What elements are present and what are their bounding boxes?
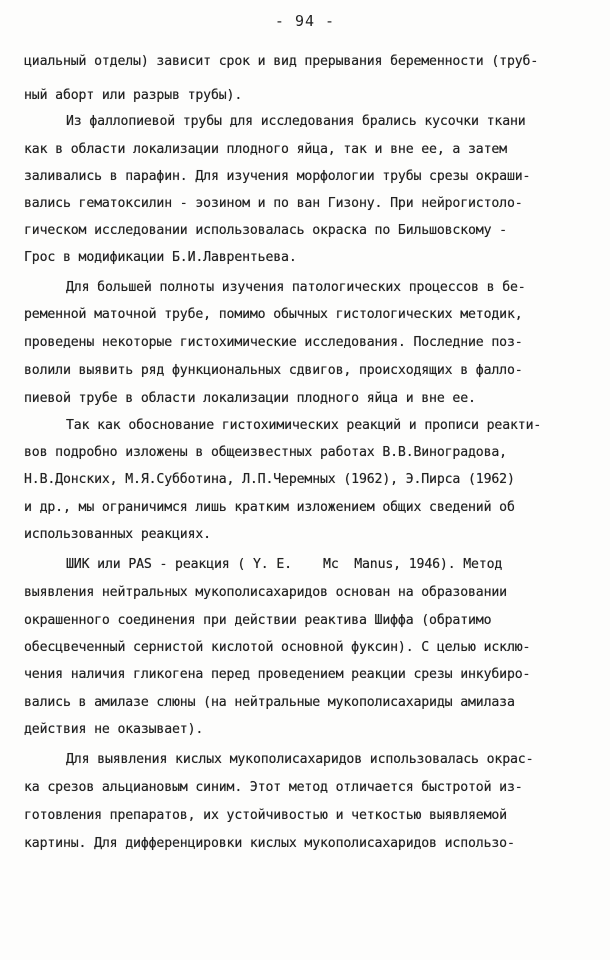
text-line: вались гематоксилин - эозином и по ван Гизону. При нейрогистоло- [24,196,523,211]
text-line: циальный отделы) зависит срок и вид прерывания беременности (труб- [24,54,539,69]
text-line: вов подробно изложены в общеизвестных работах В.В.Виноградова, [24,445,507,460]
text-line: Для выявления кислых мукополисахаридов использовалась окрас- [66,752,534,767]
text-line: использованных реакциях. [24,527,211,542]
text-line: чения наличия гликогена перед проведением реакции срезы инкубиро- [24,667,531,682]
text-line: Грос в модификации Б.И.Лаврентьева. [24,250,297,265]
text-line: действия не оказывает). [24,722,204,737]
text-line: Н.В.Донских, М.Я.Субботина, Л.П.Черемных (1962), Э.Пирса (1962) [24,472,515,487]
text-line: картины. Для дифференцировки кислых мукополисахаридов использо- [24,836,515,851]
text-line: ный аборт или разрыв трубы). [24,88,243,103]
text-line: готовления препаратов, их устойчивостью и четкостью выявляемой [24,808,507,823]
text-line: Для большей полноты изучения патологических процессов в бе- [66,280,526,295]
text-line: Так как обоснование гистохимических реакций и прописи реакти- [66,418,542,433]
page-number: - 94 - [274,12,336,30]
text-line: выявления нейтральных мукополисахаридов основан на образовании [24,585,507,600]
text-line: и др., мы ограничимся лишь кратким изложением общих сведений об [24,500,515,515]
text-line: вались в амилазе слюны (на нейтральные мукополисахариды амилаза [24,695,515,710]
text-line: окрашенного соединения при действии реактива Шиффа (обратимо [24,613,492,628]
text-line: ременной маточной трубе, помимо обычных гистологических методик, [24,307,523,322]
blank-page-area [0,880,610,960]
text-line: ка срезов альциановым синим. Этот метод отличается быстротой из- [24,780,523,795]
text-line: волили выявить ряд функциональных сдвигов, происходящих в фалло- [24,363,523,378]
text-line: Из фаллопиевой трубы для исследования брались кусочки ткани [66,114,526,129]
text-line: проведены некоторые гистохимические исследования. Последние поз- [24,335,523,350]
text-line: как в области локализации плодного яйца, так и вне ее, а затем [24,142,507,157]
text-line: обесцвеченный сернистой кислотой основной фуксин). С целью исклю- [24,640,531,655]
text-line: гическом исследовании использовалась окраска по Бильшовскому - [24,223,507,238]
text-line: ШИК или PAS - реакция ( Y. E. Mc Manus, 1946). Метод [66,557,503,572]
text-line: пиевой трубе в области локализации плодного яйца и вне ее. [24,391,476,406]
text-line: заливались в парафин. Для изучения морфологии трубы срезы окраши- [24,169,531,184]
